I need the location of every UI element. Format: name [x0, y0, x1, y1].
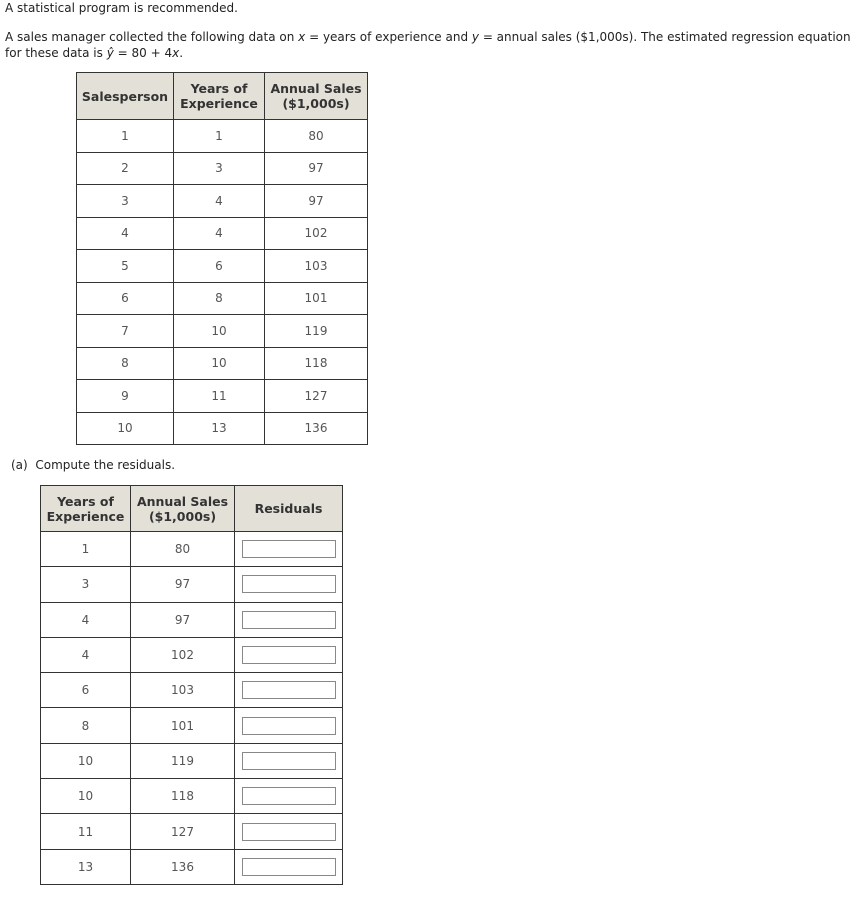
salesperson-cell: 6: [77, 282, 174, 315]
sales-cell: 127: [265, 380, 368, 413]
residual-input[interactable]: [242, 823, 336, 841]
residuals-table-header-row: [41, 486, 343, 532]
data-table-row: [77, 282, 368, 315]
salesperson-cell: 2: [77, 152, 174, 185]
data-table: [76, 72, 368, 445]
salesperson-cell: 4: [77, 217, 174, 250]
data-table-row: [77, 412, 368, 445]
data-table-row: [77, 347, 368, 380]
y-variable: y: [471, 30, 479, 44]
sales-cell: 118: [265, 347, 368, 380]
data-table-row: [77, 315, 368, 348]
salesperson-cell: 3: [77, 185, 174, 218]
residual-input[interactable]: [242, 540, 336, 558]
residual-cell: [235, 708, 343, 743]
residual-input[interactable]: [242, 858, 336, 876]
years-cell: 8: [41, 708, 131, 743]
sales-cell: 102: [265, 217, 368, 250]
years-cell: 13: [174, 412, 265, 445]
salesperson-cell: 10: [77, 412, 174, 445]
data-table-row: [77, 217, 368, 250]
salesperson-cell: 1: [77, 120, 174, 153]
header-years-experience: Years of Experience: [174, 73, 265, 120]
salesperson-cell: 8: [77, 347, 174, 380]
residuals-table-row: [41, 602, 343, 637]
sales-cell: 119: [131, 743, 235, 778]
residuals-table-row: [41, 708, 343, 743]
sales-cell: 119: [265, 315, 368, 348]
residual-input[interactable]: [242, 611, 336, 629]
years-cell: 4: [41, 602, 131, 637]
residuals-table-row: [41, 743, 343, 778]
years-cell: 11: [174, 380, 265, 413]
residuals-table-row: [41, 532, 343, 567]
data-table-row: [77, 152, 368, 185]
years-cell: 10: [174, 315, 265, 348]
residual-input[interactable]: [242, 575, 336, 593]
residual-input[interactable]: [242, 752, 336, 770]
intro-text: = annual sales ($1,000s). The estimated regression equation: [479, 30, 851, 44]
sales-cell: 97: [265, 185, 368, 218]
equation-x: x: [172, 46, 180, 60]
part-a-label: (a): [11, 458, 28, 472]
header-annual-sales: Annual Sales ($1,000s): [265, 73, 368, 120]
years-cell: 10: [41, 779, 131, 814]
sales-cell: 97: [131, 567, 235, 602]
intro-text: .: [179, 46, 184, 60]
sales-cell: 97: [131, 602, 235, 637]
years-cell: 1: [174, 120, 265, 153]
residual-cell: [235, 532, 343, 567]
residual-cell: [235, 602, 343, 637]
years-cell: 8: [174, 282, 265, 315]
years-cell: 4: [174, 217, 265, 250]
years-cell: 4: [41, 637, 131, 672]
residual-input[interactable]: [242, 717, 336, 735]
residual-cell: [235, 743, 343, 778]
data-table-row: [77, 120, 368, 153]
salesperson-cell: 7: [77, 315, 174, 348]
residuals-table-row: [41, 814, 343, 849]
header-annual-sales: Annual Sales ($1,000s): [131, 486, 235, 532]
sales-cell: 101: [265, 282, 368, 315]
sales-cell: 136: [265, 412, 368, 445]
residuals-table-row: [41, 673, 343, 708]
sales-cell: 80: [265, 120, 368, 153]
sales-cell: 102: [131, 637, 235, 672]
years-cell: 1: [41, 532, 131, 567]
residual-cell: [235, 673, 343, 708]
sales-cell: 127: [131, 814, 235, 849]
residual-cell: [235, 779, 343, 814]
x-variable: x: [298, 30, 306, 44]
years-cell: 3: [174, 152, 265, 185]
data-table-row: [77, 185, 368, 218]
sales-cell: 103: [265, 250, 368, 283]
years-cell: 11: [41, 814, 131, 849]
intro-text: for these data is: [5, 46, 107, 60]
residual-cell: [235, 849, 343, 884]
sales-cell: 136: [131, 849, 235, 884]
residuals-table-row: [41, 567, 343, 602]
intro-text: = years of experience and: [305, 30, 472, 44]
years-cell: 10: [41, 743, 131, 778]
years-cell: 6: [174, 250, 265, 283]
header-years-experience: Years of Experience: [41, 486, 131, 532]
data-table-row: [77, 250, 368, 283]
residual-cell: [235, 567, 343, 602]
residual-input[interactable]: [242, 787, 336, 805]
sales-cell: 103: [131, 673, 235, 708]
data-table-header-row: [77, 73, 368, 120]
residuals-table-row: [41, 637, 343, 672]
part-a-instruction: Compute the residuals.: [35, 458, 176, 472]
sales-cell: 80: [131, 532, 235, 567]
residuals-table-row: [41, 779, 343, 814]
years-cell: 3: [41, 567, 131, 602]
header-salesperson: Salesperson: [77, 73, 174, 120]
salesperson-cell: 9: [77, 380, 174, 413]
years-cell: 13: [41, 849, 131, 884]
residual-input[interactable]: [242, 646, 336, 664]
regression-equation: = 80 + 4: [113, 46, 173, 60]
years-cell: 4: [174, 185, 265, 218]
sales-cell: 118: [131, 779, 235, 814]
years-cell: 6: [41, 673, 131, 708]
problem-statement: [5, 29, 855, 61]
y-hat-symbol: ŷ: [106, 46, 114, 60]
header-residuals: Residuals: [235, 486, 343, 532]
salesperson-cell: 5: [77, 250, 174, 283]
part-a: [11, 458, 175, 472]
residuals-table-row: [41, 849, 343, 884]
residuals-table: [40, 485, 343, 885]
residual-cell: [235, 637, 343, 672]
data-table-row: [77, 380, 368, 413]
residual-input[interactable]: [242, 681, 336, 699]
recommendation-note: A statistical program is recommended.: [5, 1, 238, 15]
residual-cell: [235, 814, 343, 849]
sales-cell: 97: [265, 152, 368, 185]
intro-text: A sales manager collected the following data on: [5, 30, 299, 44]
sales-cell: 101: [131, 708, 235, 743]
years-cell: 10: [174, 347, 265, 380]
